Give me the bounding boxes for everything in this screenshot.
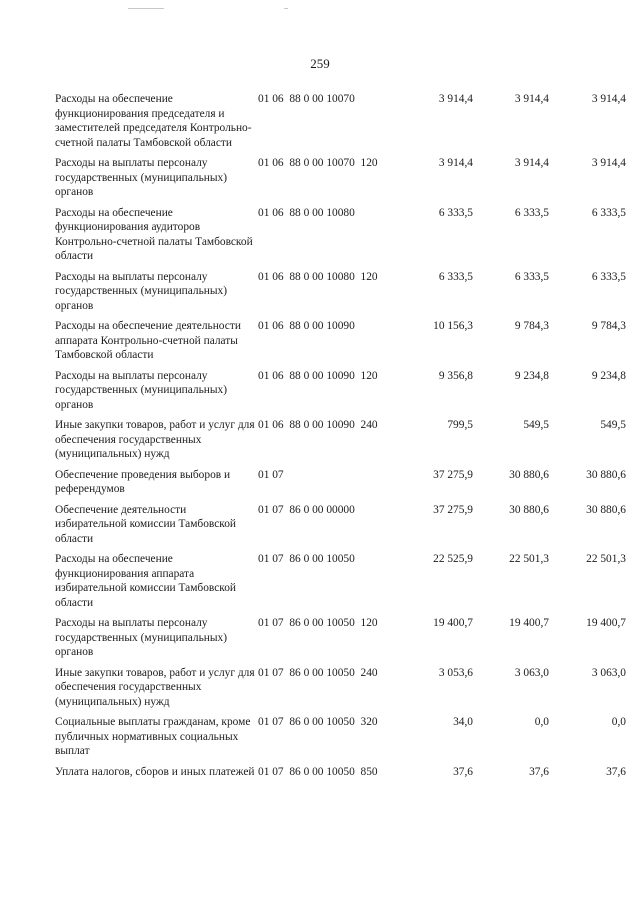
row-value-2: 3 914,4: [514, 157, 549, 169]
scan-artifact-left: [128, 8, 164, 9]
table-row: [0, 206, 640, 264]
row-description: Расходы на обеспечение функционирования аппарата избирательной комиссии Тамбовской области: [55, 553, 237, 609]
table-row: [0, 319, 640, 363]
row-value-2: 0,0: [534, 716, 549, 728]
row-description: Обеспечение деятельности избирательной комиссии Тамбовской области: [55, 503, 237, 545]
row-code: 01 06 88 0 00 10090: [258, 320, 355, 332]
scan-artifact-right: [284, 8, 288, 9]
row-code: 01 07 86 0 00 10050 850: [258, 765, 378, 778]
row-value-1: 10 156,3: [433, 320, 473, 332]
table-row: [0, 552, 640, 610]
table-row: [0, 468, 640, 497]
row-description: Социальные выплаты гражданам, кроме публичных нормативных социальных выплат: [55, 716, 251, 757]
table-row: [0, 270, 640, 314]
table-row: [0, 616, 640, 660]
row-value-1: 6 333,5: [438, 270, 473, 283]
table-row: [0, 92, 640, 150]
row-value-3: 9 784,3: [591, 320, 626, 332]
row-value-3: 3 914,4: [591, 157, 626, 169]
row-value-3: 22 501,3: [586, 553, 626, 565]
table-row: [0, 369, 640, 413]
budget-table: [0, 92, 640, 785]
row-description: Уплата налогов, сборов и иных платежей: [55, 765, 255, 778]
row-code: 01 07 86 0 00 10050: [258, 553, 355, 565]
table-row: [0, 418, 640, 462]
table-row: [0, 666, 640, 710]
row-value-2: 9 234,8: [514, 369, 549, 382]
row-value-1: 19 400,7: [433, 617, 473, 629]
row-value-1: 3 914,4: [438, 93, 473, 105]
row-code: 01 07: [258, 468, 284, 481]
row-value-1: 3 053,6: [438, 666, 473, 679]
row-value-3: 0,0: [611, 716, 626, 728]
row-value-1: 9 356,8: [438, 369, 473, 382]
row-description: Расходы на обеспечение деятельности аппарата Контрольно-счетной палаты Тамбовской области: [55, 320, 241, 361]
row-code: 01 07 86 0 00 10050 120: [258, 617, 378, 629]
row-description: Расходы на обеспечение функционирования председателя и заместителей председателя Контрольно-счетной палаты Тамбовской области: [55, 93, 252, 149]
row-value-2: 30 880,6: [509, 503, 549, 516]
row-value-2: 9 784,3: [514, 320, 549, 332]
row-code: 01 06 88 0 00 10090 120: [258, 369, 378, 382]
row-code: 01 07 86 0 00 10050 320: [258, 716, 378, 728]
row-value-3: 549,5: [600, 419, 626, 431]
row-value-2: 19 400,7: [509, 617, 549, 629]
row-value-3: 19 400,7: [586, 617, 626, 629]
row-description: Расходы на обеспечение функционирования аудиторов Контрольно-счетной палаты Тамбовской области: [55, 206, 253, 262]
row-description: Обеспечение проведения выборов и референдумов: [55, 468, 231, 495]
row-value-3: 30 880,6: [586, 503, 626, 516]
row-value-3: 3 063,0: [591, 666, 626, 679]
row-value-2: 549,5: [523, 419, 549, 431]
page-number: 259: [310, 56, 330, 71]
row-value-1: 34,0: [453, 716, 473, 728]
row-value-3: 6 333,5: [591, 206, 626, 219]
row-code: 01 06 88 0 00 10080 120: [258, 270, 378, 283]
table-row: [0, 765, 640, 780]
table-row: [0, 503, 640, 547]
row-value-2: 22 501,3: [509, 553, 549, 565]
row-description: Иные закупки товаров, работ и услуг для обеспечения государственных (муниципальных) нужд: [55, 419, 255, 460]
row-value-2: 6 333,5: [514, 270, 549, 283]
row-code: 01 06 88 0 00 10080: [258, 206, 355, 219]
row-value-2: 3 914,4: [514, 93, 549, 105]
row-value-1: 799,5: [447, 419, 473, 431]
row-value-1: 37 275,9: [433, 468, 473, 481]
row-description: Расходы на выплаты персоналу государственных (муниципальных) органов: [55, 157, 228, 198]
row-value-3: 6 333,5: [591, 270, 626, 283]
row-value-3: 3 914,4: [591, 93, 626, 105]
row-value-1: 3 914,4: [438, 157, 473, 169]
row-value-1: 22 525,9: [433, 553, 473, 565]
row-value-2: 6 333,5: [514, 206, 549, 219]
row-value-3: 30 880,6: [586, 468, 626, 481]
row-code: 01 07 86 0 00 00000: [258, 503, 355, 516]
table-row: [0, 715, 640, 759]
row-value-3: 37,6: [606, 765, 626, 778]
row-description: Иные закупки товаров, работ и услуг для обеспечения государственных (муниципальных) нужд: [55, 666, 255, 708]
row-value-1: 37,6: [453, 765, 473, 778]
table-row: [0, 156, 640, 200]
row-value-2: 30 880,6: [509, 468, 549, 481]
row-value-2: 37,6: [529, 765, 549, 778]
row-code: 01 06 88 0 00 10070 120: [258, 157, 378, 169]
row-description: Расходы на выплаты персоналу государственных (муниципальных) органов: [55, 369, 228, 411]
row-value-1: 6 333,5: [438, 206, 473, 219]
row-description: Расходы на выплаты персоналу государственных (муниципальных) органов: [55, 617, 228, 658]
row-code: 01 07 86 0 00 10050 240: [258, 666, 378, 679]
row-value-1: 37 275,9: [433, 503, 473, 516]
row-code: 01 06 88 0 00 10070: [258, 93, 355, 105]
row-value-2: 3 063,0: [514, 666, 549, 679]
row-description: Расходы на выплаты персоналу государственных (муниципальных) органов: [55, 270, 228, 312]
row-value-3: 9 234,8: [591, 369, 626, 382]
row-code: 01 06 88 0 00 10090 240: [258, 419, 378, 431]
